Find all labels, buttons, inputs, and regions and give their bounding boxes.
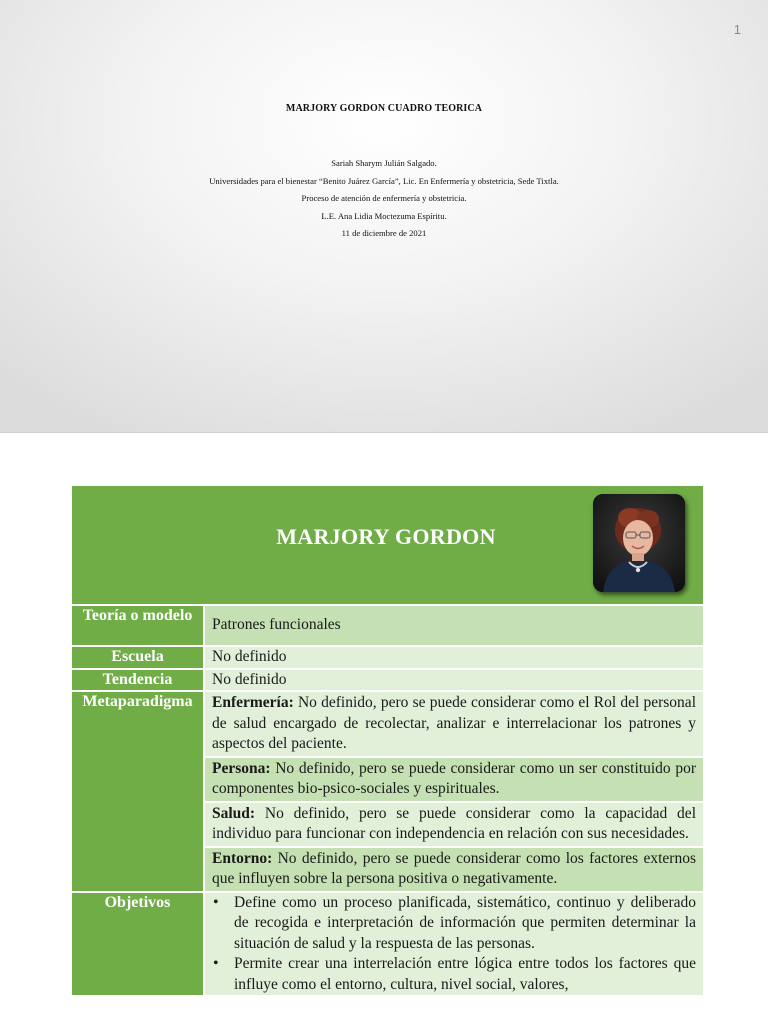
text-entorno: No definido, pero se puede considerar como los factores externos que influyen sobre la persona positiva o negativamente.	[212, 849, 696, 887]
row-teoria	[72, 606, 703, 647]
author-name: Sariah Sharym Julián Salgado.	[331, 158, 437, 168]
label-objetivos: Objetivos	[72, 893, 205, 996]
term-persona: Persona:	[212, 759, 271, 777]
text-persona: No definido, pero se puede considerar como un ser constituido por componentes bio-psico-sociales y espirituales.	[212, 759, 696, 797]
row-tendencia	[72, 670, 703, 693]
theory-table	[72, 486, 703, 995]
portrait-image	[593, 494, 685, 592]
institution: Universidades para el bienestar “Benito Juárez García”, Lic. En Enfermería y obstetricia, Sede Tixtla.	[209, 175, 559, 186]
label-metaparadigma: Metaparadigma	[72, 692, 205, 891]
portrait-photo	[593, 494, 685, 592]
label-tendencia: Tendencia	[72, 670, 205, 691]
label-teoria: Teoría o modelo	[72, 606, 205, 645]
cover-details	[0, 155, 768, 243]
metaparadigma-persona	[205, 756, 703, 801]
objetivos-list	[212, 893, 696, 996]
term-salud: Salud:	[212, 804, 256, 822]
value-objetivos	[205, 893, 703, 996]
value-teoria	[205, 606, 703, 645]
metaparadigma-entorno	[205, 846, 703, 891]
term-enfermeria: Enfermería:	[212, 694, 294, 711]
metaparadigma-salud	[205, 801, 703, 846]
table-title: MARJORY GORDON	[276, 524, 496, 549]
page-number: 1	[733, 22, 741, 37]
value-metaparadigma	[205, 692, 703, 891]
label-escuela: Escuela	[72, 647, 205, 668]
value-escuela: No definido	[205, 647, 703, 668]
date: 11 de diciembre de 2021	[341, 228, 427, 238]
teacher-name: L.E. Ana Lidia Moctezuma Espíritu.	[321, 210, 447, 221]
term-entorno: Entorno:	[212, 849, 273, 867]
text-salud: No definido, pero se puede considerar como la capacidad del individuo para funcionar con independencia en relación con sus necesidades.	[212, 804, 696, 842]
objetivo-item: • Define como un proceso planificada, sistemático, continuo y deliberado de recogida e interpretación de información que permiten determinar la situación de salud y la respuesta de las personas.	[234, 893, 696, 955]
table-header-banner	[72, 486, 703, 606]
metaparadigma-enfermeria	[205, 692, 703, 756]
row-objetivos	[72, 893, 703, 996]
row-escuela	[72, 647, 703, 670]
document-title: MARJORY GORDON CUADRO TEORICA	[285, 103, 483, 114]
teoria-text: Patrones funcionales	[212, 616, 341, 634]
objetivo-item: • Permite crear una interrelación entre lógica entre todos los factores que influye como el entorno, cultura, nivel social, valores,	[234, 954, 696, 995]
text-enfermeria: No definido, pero se puede considerar como el Rol del personal de salud encargado de recolectar, analizar e interrelacionar los patrones y aspectos del paciente.	[212, 694, 696, 752]
row-metaparadigma	[72, 692, 703, 893]
value-tendencia: No definido	[205, 670, 703, 691]
course-name: Proceso de atención de enfermería y obstetricia.	[301, 193, 467, 203]
cover-page	[0, 0, 768, 433]
